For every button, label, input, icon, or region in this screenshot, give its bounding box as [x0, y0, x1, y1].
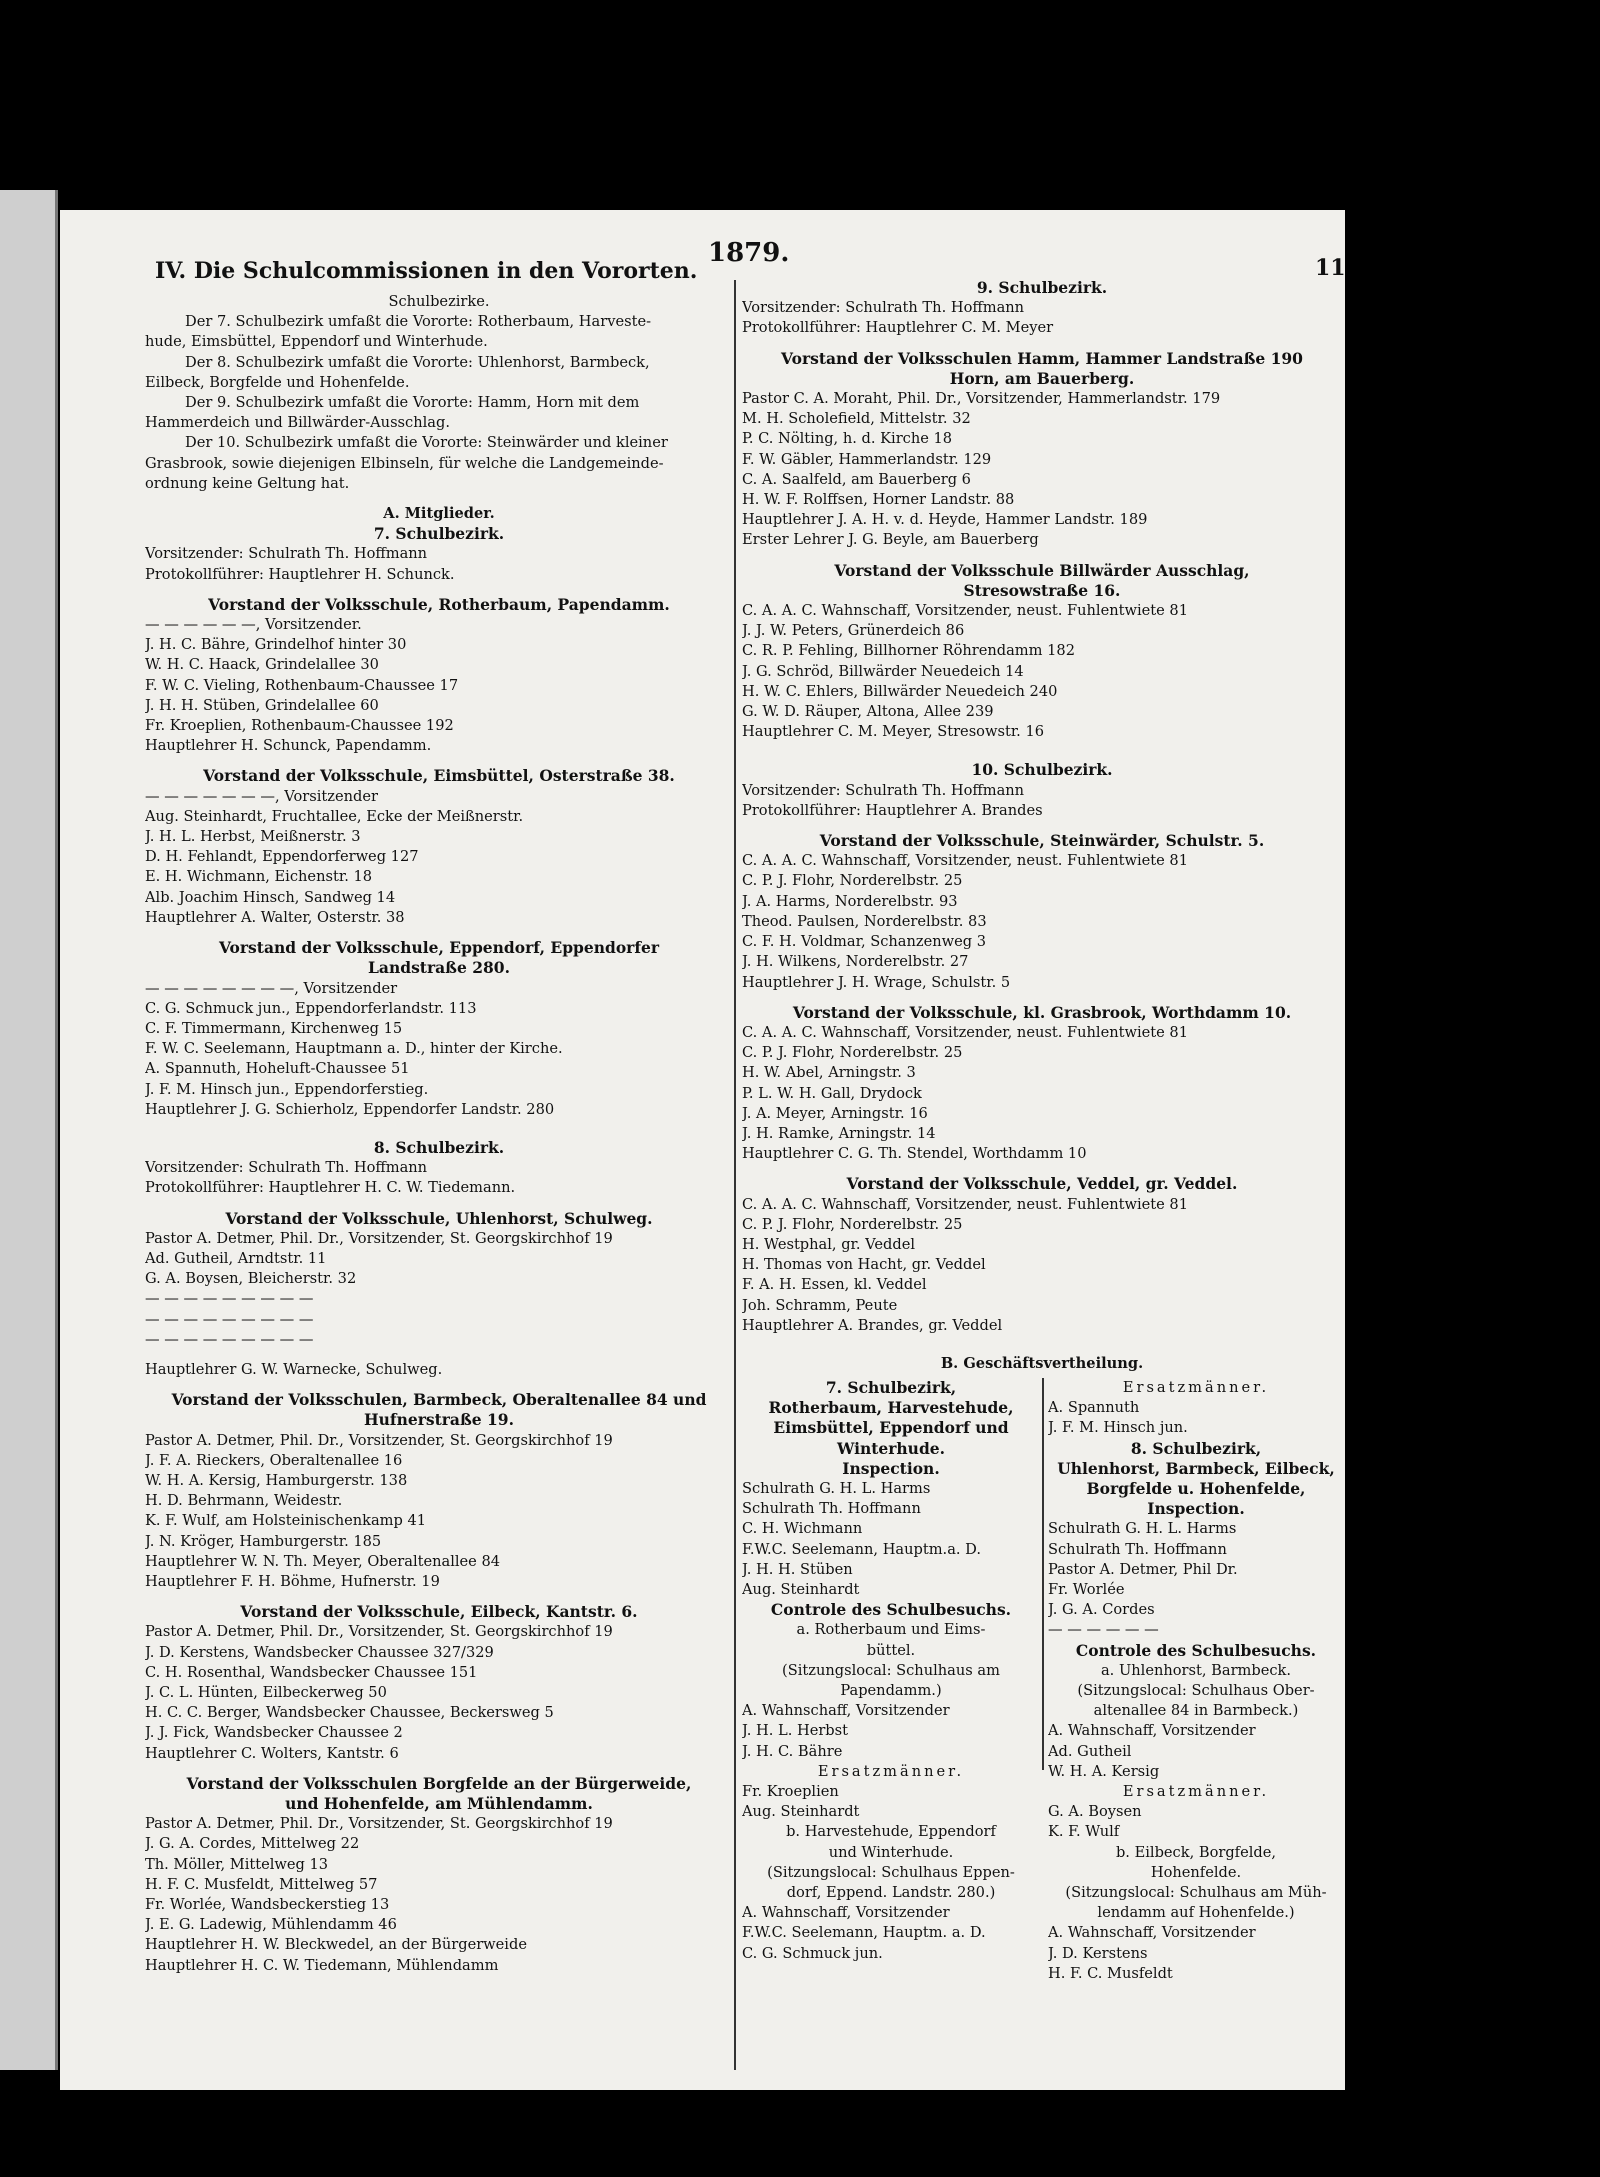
text-line: C. A. A. C. Wahnschaff, Vorsitzender, neust. Fuhlentwiete 81: [742, 1023, 1188, 1041]
text-line: (Sitzungslocal: Schulhaus Ober-: [1077, 1682, 1315, 1700]
text-line: Pastor A. Detmer, Phil. Dr., Vorsitzender, St. Georgskirchhof 19: [145, 1431, 613, 1449]
text-line: Protokollführer: Hauptlehrer A. Brandes: [742, 801, 1043, 819]
text-line: J. H. H. Stüben: [742, 1560, 853, 1578]
text-line: büttel.: [866, 1641, 916, 1659]
text-line: J. D. Kerstens: [1048, 1944, 1148, 1962]
text-line: F. A. H. Essen, kl. Veddel: [742, 1276, 927, 1294]
text-line: Hauptlehrer C. Wolters, Kantstr. 6: [145, 1744, 399, 1762]
text-line: Hauptlehrer H. Schunck, Papendamm.: [145, 737, 432, 755]
spacer: [145, 1120, 733, 1138]
section-heading: Eimsbüttel, Eppendorf und: [773, 1418, 1009, 1438]
text-line: Der 7. Schulbezirk umfaßt die Vororte: Rotherbaum, Harveste-: [185, 313, 652, 331]
section-heading: Vorstand der Volksschule Billwärder Ausschlag,: [834, 560, 1250, 580]
text-line: Ad. Gutheil: [1048, 1742, 1132, 1760]
text-line: Pastor C. A. Moraht, Phil. Dr., Vorsitzender, Hammerlandstr. 179: [742, 390, 1221, 408]
text-line: Schulbezirke.: [388, 293, 490, 310]
section-heading: Horn, am Bauerberg.: [949, 368, 1135, 388]
text-line: C. H. Wichmann: [742, 1520, 863, 1538]
text-line: — — — — — — — —, Vorsitzender: [145, 979, 398, 997]
text-line: W. H. C. Haack, Grindelallee 30: [145, 656, 379, 674]
section-heading: Hufnerstraße 19.: [364, 1410, 514, 1430]
text-line: Ersatzmänner.: [1122, 1379, 1270, 1396]
text-line: dorf, Eppend. Landstr. 280.): [786, 1884, 996, 1902]
text-line: H. F. C. Musfeldt: [1048, 1964, 1173, 1982]
text-line: J. H. C. Bähre, Grindelhof hinter 30: [145, 636, 407, 654]
spacer: [145, 1350, 733, 1360]
text-line: Ad. Gutheil, Arndtstr. 11: [145, 1249, 327, 1267]
text-line: Eilbeck, Borgfelde und Hohenfelde.: [145, 373, 410, 391]
text-line: Pastor A. Detmer, Phil Dr.: [1048, 1560, 1238, 1578]
section-heading: B. Geschäftsvertheilung.: [940, 1354, 1144, 1372]
text-line: C. A. A. C. Wahnschaff, Vorsitzender, neust. Fuhlentwiete 81: [742, 1195, 1188, 1213]
previous-page-edge: [0, 190, 58, 2070]
section-heading: Stresowstraße 16.: [963, 580, 1121, 600]
spacer: [742, 742, 1342, 760]
text-line: J. J. Fick, Wandsbecker Chaussee 2: [145, 1724, 403, 1742]
text-line: C. R. P. Fehling, Billhorner Röhrendamm 182: [742, 642, 1075, 660]
section-heading: Vorstand der Volksschule, Eimsbüttel, Osterstraße 38.: [203, 766, 675, 786]
text-line: Aug. Steinhardt: [742, 1803, 860, 1821]
text-line: C. F. Timmermann, Kirchenweg 15: [145, 1019, 403, 1037]
text-line: J. F. A. Rieckers, Oberaltenallee 16: [145, 1451, 403, 1469]
text-line: Th. Möller, Mittelweg 13: [145, 1855, 329, 1873]
text-line: Vorsitzender: Schulrath Th. Hoffmann: [145, 1159, 428, 1177]
text-line: — — — — — — — — —: [145, 1310, 314, 1328]
text-line: J. H. C. Bähre: [742, 1742, 843, 1760]
section-heading: Vorstand der Volksschule, Uhlenhorst, Schulweg.: [225, 1208, 653, 1228]
text-line: G. A. Boysen: [1048, 1803, 1142, 1821]
text-line: J. D. Kerstens, Wandsbecker Chaussee 327/329: [145, 1643, 494, 1661]
section-heading: Vorstand der Volksschule, Veddel, gr. Veddel.: [846, 1174, 1238, 1194]
text-line: — — — — — — — — —: [145, 1330, 314, 1348]
text-line: C. P. J. Flohr, Norderelbstr. 25: [742, 1215, 963, 1233]
text-line: Fr. Worlée: [1048, 1581, 1125, 1599]
text-line: (Sitzungslocal: Schulhaus Eppen-: [767, 1863, 1015, 1881]
section-heading: Inspection.: [1147, 1499, 1245, 1519]
text-line: a. Rotherbaum und Eims-: [796, 1621, 986, 1639]
text-line: C. A. A. C. Wahnschaff, Vorsitzender, neust. Fuhlentwiete 81: [742, 602, 1188, 620]
text-line: Protokollführer: Hauptlehrer H. Schunck.: [145, 565, 455, 583]
text-line: Ersatzmänner.: [817, 1762, 965, 1780]
text-line: Hauptlehrer A. Walter, Osterstr. 38: [145, 908, 405, 926]
section-heading: und Hohenfelde, am Mühlendamm.: [285, 1794, 593, 1814]
text-line: Grasbrook, sowie diejenigen Elbinseln, für welche die Landgemeinde-: [145, 454, 664, 472]
section-heading: Vorstand der Volksschule, Eppendorf, Eppendorfer: [218, 938, 660, 958]
text-line: A. Wahnschaff, Vorsitzender: [1048, 1722, 1256, 1740]
text-line: altenallee 84 in Barmbeck.): [1093, 1702, 1299, 1720]
text-line: J. G. Schröd, Billwärder Neuedeich 14: [742, 662, 1024, 680]
section-heading: Vorstand der Volksschulen, Barmbeck, Oberaltenallee 84 und: [171, 1390, 707, 1410]
text-line: Hauptlehrer J. A. H. v. d. Heyde, Hammer Landstr. 189: [742, 511, 1148, 529]
section-heading: 7. Schulbezirk,: [825, 1378, 957, 1397]
text-line: F.W.C. Seelemann, Hauptm.a. D.: [742, 1540, 981, 1558]
text-line: Schulrath Th. Hoffmann: [742, 1500, 921, 1518]
text-line: J. E. G. Ladewig, Mühlendamm 46: [145, 1916, 397, 1934]
text-line: Pastor A. Detmer, Phil. Dr., Vorsitzender, St. Georgskirchhof 19: [145, 1623, 613, 1641]
text-line: M. H. Scholefield, Mittelstr. 32: [742, 410, 971, 428]
text-line: C. G. Schmuck jun., Eppendorferlandstr. 113: [145, 999, 477, 1017]
section-heading: Controle des Schulbesuchs.: [770, 1600, 1012, 1620]
text-line: H. D. Behrmann, Weidestr.: [145, 1492, 343, 1510]
text-line: C. A. A. C. Wahnschaff, Vorsitzender, neust. Fuhlentwiete 81: [742, 852, 1188, 870]
text-line: Hauptlehrer J. G. Schierholz, Eppendorfer Landstr. 280: [145, 1100, 555, 1118]
text-line: Schulrath Th. Hoffmann: [1048, 1540, 1227, 1558]
spacer: [742, 551, 1342, 561]
text-line: Vorsitzender: Schulrath Th. Hoffmann: [145, 545, 428, 563]
text-line: und Winterhude.: [828, 1843, 954, 1861]
document-page: [60, 210, 1345, 2090]
text-line: W. H. A. Kersig, Hamburgerstr. 138: [145, 1471, 408, 1489]
left-column: [145, 292, 733, 1976]
spacer: [145, 756, 733, 766]
text-line: Hauptlehrer C. G. Th. Stendel, Worthdamm 10: [742, 1145, 1087, 1163]
section-heading: Vorstand der Volksschule, kl. Grasbrook, Worthdamm 10.: [792, 1002, 1292, 1022]
text-line: G. A. Boysen, Bleicherstr. 32: [145, 1270, 357, 1288]
spacer: [145, 1199, 733, 1209]
section-heading: Rotherbaum, Harvestehude,: [768, 1398, 1014, 1418]
section-heading: A. Mitglieder.: [383, 505, 495, 523]
text-line: Pastor A. Detmer, Phil. Dr., Vorsitzender, St. Georgskirchhof 19: [145, 1815, 613, 1833]
text-line: H. W. Abel, Arningstr. 3: [742, 1064, 916, 1082]
section-heading: 8. Schulbezirk.: [373, 1137, 505, 1157]
text-line: A. Wahnschaff, Vorsitzender: [1048, 1924, 1256, 1942]
text-line: Vorsitzender: Schulrath Th. Hoffmann: [742, 299, 1025, 317]
text-line: H. C. C. Berger, Wandsbecker Chaussee, Beckersweg 5: [145, 1704, 554, 1722]
text-line: Fr. Worlée, Wandsbeckerstieg 13: [145, 1896, 390, 1914]
text-line: Hauptlehrer H. C. W. Tiedemann, Mühlendamm: [145, 1956, 499, 1974]
spacer: [742, 821, 1342, 831]
section-heading: 8. Schulbezirk,: [1130, 1438, 1262, 1458]
text-line: A. Spannuth: [1048, 1399, 1140, 1417]
text-line: J. H. L. Herbst, Meißnerstr. 3: [145, 828, 361, 846]
text-line: J. F. M. Hinsch jun.: [1048, 1419, 1188, 1437]
text-line: a. Uhlenhorst, Barmbeck.: [1100, 1661, 1292, 1679]
text-line: Hauptlehrer H. W. Bleckwedel, an der Bürgerweide: [145, 1936, 527, 1954]
text-line: P. C. Nölting, h. d. Kirche 18: [742, 430, 953, 448]
text-line: ordnung keine Geltung hat.: [145, 474, 350, 492]
text-line: F.W.C. Seelemann, Hauptm. a. D.: [742, 1924, 986, 1942]
text-line: Aug. Steinhardt, Fruchtallee, Ecke der Meißnerstr.: [145, 807, 524, 825]
text-line: b. Eilbeck, Borgfelde,: [1115, 1843, 1277, 1861]
text-line: Pastor A. Detmer, Phil. Dr., Vorsitzender, St. Georgskirchhof 19: [145, 1229, 613, 1247]
text-line: H. F. C. Musfeldt, Mittelweg 57: [145, 1875, 378, 1893]
section-heading: Landstraße 280.: [368, 958, 510, 978]
spacer: [145, 494, 733, 504]
text-line: Protokollführer: Hauptlehrer C. M. Meyer: [742, 319, 1054, 337]
text-line: C. P. J. Flohr, Norderelbstr. 25: [742, 872, 963, 890]
subcolumn-divider: [1042, 1378, 1044, 1770]
text-line: J. C. L. Hünten, Eilbeckerweg 50: [145, 1684, 387, 1701]
text-line: C. H. Rosenthal, Wandsbecker Chaussee 151: [145, 1663, 478, 1681]
distribution-right-column: [1048, 1378, 1344, 1984]
text-line: J. A. Harms, Norderelbstr. 93: [742, 892, 958, 910]
text-line: A. Wahnschaff, Vorsitzender: [742, 1904, 950, 1922]
text-line: F. W. C. Vieling, Rothenbaum-Chaussee 17: [145, 676, 459, 694]
spacer: [145, 1764, 733, 1774]
section-heading: Vorstand der Volksschule, Eilbeck, Kantstr. 6.: [240, 1602, 638, 1622]
section-heading: Inspection.: [842, 1458, 940, 1478]
spacer: [145, 928, 733, 938]
text-line: Protokollführer: Hauptlehrer H. C. W. Tiedemann.: [145, 1179, 516, 1197]
text-line: Erster Lehrer J. G. Beyle, am Bauerberg: [742, 531, 1039, 549]
text-line: C. P. J. Flohr, Norderelbstr. 25: [742, 1044, 963, 1062]
spacer: [145, 585, 733, 595]
text-line: D. H. Fehlandt, Eppendorferweg 127: [145, 848, 419, 866]
text-line: — — — — — — —, Vorsitzender: [145, 787, 378, 805]
text-line: C. F. H. Voldmar, Schanzenweg 3: [742, 933, 987, 951]
text-line: W. H. A. Kersig: [1048, 1762, 1160, 1780]
text-line: H. Thomas von Hacht, gr. Veddel: [742, 1256, 986, 1274]
text-line: A. Spannuth, Hoheluft-Chaussee 51: [145, 1060, 410, 1078]
spacer: [742, 339, 1342, 349]
text-line: E. H. Wichmann, Eichenstr. 18: [145, 868, 373, 886]
spacer: [742, 1164, 1342, 1174]
text-line: A. Wahnschaff, Vorsitzender: [742, 1702, 950, 1720]
text-line: C. G. Schmuck jun.: [742, 1944, 883, 1962]
text-line: Theod. Paulsen, Norderelbstr. 83: [742, 912, 987, 930]
section-heading: Uhlenhorst, Barmbeck, Eilbeck,: [1057, 1458, 1335, 1478]
spacer: [145, 1592, 733, 1602]
text-line: P. L. W. H. Gall, Drydock: [742, 1084, 922, 1102]
text-line: Hammerdeich und Billwärder-Ausschlag.: [145, 414, 450, 432]
text-line: Hauptlehrer F. H. Böhme, Hufnerstr. 19: [145, 1572, 440, 1590]
text-line: Hauptlehrer W. N. Th. Meyer, Oberaltenallee 84: [145, 1552, 501, 1570]
section-heading: Vorstand der Volksschule, Rotherbaum, Papendamm.: [208, 594, 670, 614]
section-heading: Vorstand der Volksschulen Borgfelde an der Bürgerweide,: [186, 1773, 692, 1793]
text-line: Vorsitzender: Schulrath Th. Hoffmann: [742, 781, 1025, 799]
section-heading: 9. Schulbezirk.: [976, 278, 1108, 297]
spacer: [742, 993, 1342, 1003]
section-heading: 10. Schulbezirk.: [971, 760, 1113, 780]
text-line: lendamm auf Hohenfelde.): [1097, 1904, 1295, 1922]
text-line: J. A. Meyer, Arningstr. 16: [742, 1104, 928, 1122]
text-line: Papendamm.): [840, 1682, 942, 1700]
text-line: — — — — — —: [1048, 1621, 1159, 1639]
spacer: [145, 1380, 733, 1390]
text-line: Schulrath G. H. L. Harms: [1048, 1520, 1237, 1538]
text-line: Der 10. Schulbezirk umfaßt die Vororte: Steinwärder und kleiner: [185, 434, 668, 452]
text-line: Fr. Kroeplien: [742, 1783, 839, 1801]
text-line: Hohenfelde.: [1150, 1863, 1242, 1881]
page-year: 1879.: [708, 238, 790, 268]
spacer: [742, 1336, 1342, 1354]
text-line: Hauptlehrer A. Brandes, gr. Veddel: [742, 1316, 1003, 1334]
text-line: J. H. Wilkens, Norderelbstr. 27: [742, 953, 969, 971]
text-line: Ersatzmänner.: [1122, 1783, 1270, 1801]
text-line: Joh. Schramm, Peute: [742, 1296, 898, 1314]
column-divider: [734, 280, 736, 2070]
text-line: H. W. C. Ehlers, Billwärder Neuedeich 240: [742, 682, 1058, 700]
text-line: J. J. W. Peters, Grünerdeich 86: [742, 622, 965, 640]
text-line: F. W. C. Seelemann, Hauptmann a. D., hinter der Kirche.: [145, 1040, 563, 1058]
text-line: Hauptlehrer J. H. Wrage, Schulstr. 5: [742, 973, 1011, 991]
text-line: Schulrath G. H. L. Harms: [742, 1480, 931, 1498]
text-line: J. G. A. Cordes, Mittelweg 22: [145, 1835, 360, 1853]
text-line: C. A. Saalfeld, am Bauerberg 6: [742, 470, 971, 488]
text-line: J. H. H. Stüben, Grindelallee 60: [145, 696, 379, 714]
text-line: J. H. Ramke, Arningstr. 14: [742, 1124, 936, 1142]
text-line: J. H. L. Herbst: [742, 1722, 849, 1740]
text-line: Der 8. Schulbezirk umfaßt die Vororte: Uhlenhorst, Barmbeck,: [185, 353, 650, 371]
text-line: (Sitzungslocal: Schulhaus am Müh-: [1065, 1884, 1327, 1902]
section-heading: Winterhude.: [836, 1438, 946, 1458]
text-line: (Sitzungslocal: Schulhaus am: [782, 1661, 1000, 1679]
text-line: Aug. Steinhardt: [742, 1581, 860, 1599]
text-line: hude, Eimsbüttel, Eppendorf und Winterhude.: [145, 333, 488, 351]
text-line: H. W. F. Rolffsen, Horner Landstr. 88: [742, 491, 1015, 509]
text-line: K. F. Wulf: [1048, 1823, 1120, 1841]
section-heading: Borgfelde u. Hohenfelde,: [1086, 1479, 1306, 1499]
text-line: Hauptlehrer C. M. Meyer, Stresowstr. 16: [742, 723, 1045, 741]
text-line: J. N. Kröger, Hamburgerstr. 185: [145, 1532, 382, 1550]
section-heading: 7. Schulbezirk.: [373, 524, 505, 544]
right-column: [742, 278, 1342, 1374]
section-heading: Vorstand der Volksschulen Hamm, Hammer Landstraße 190: [781, 348, 1303, 368]
text-line: — — — — — —, Vorsitzender.: [145, 616, 362, 634]
section-heading: Controle des Schulbesuchs.: [1075, 1640, 1317, 1660]
text-line: — — — — — — — — —: [145, 1290, 314, 1308]
page-number: 11: [1315, 255, 1346, 281]
text-line: Alb. Joachim Hinsch, Sandweg 14: [145, 888, 396, 906]
section-title: IV. Die Schulcommissionen in den Vororten.: [155, 258, 698, 284]
text-line: Fr. Kroeplien, Rothenbaum-Chaussee 192: [145, 717, 454, 735]
text-line: F. W. Gäbler, Hammerlandstr. 129: [742, 450, 992, 468]
distribution-left-column: [742, 1378, 1040, 1964]
text-line: G. W. D. Räuper, Altona, Allee 239: [742, 703, 994, 721]
section-heading: Vorstand der Volksschule, Steinwärder, Schulstr. 5.: [819, 831, 1265, 851]
text-line: J. F. M. Hinsch jun., Eppendorferstieg.: [145, 1080, 429, 1098]
text-line: J. G. A. Cordes: [1048, 1601, 1155, 1619]
text-line: K. F. Wulf, am Holsteinischenkamp 41: [145, 1512, 427, 1530]
text-line: Der 9. Schulbezirk umfaßt die Vororte: Hamm, Horn mit dem: [185, 394, 640, 412]
text-line: b. Harvestehude, Eppendorf: [786, 1823, 996, 1841]
text-line: H. Westphal, gr. Veddel: [742, 1235, 916, 1253]
text-line: Hauptlehrer G. W. Warnecke, Schulweg.: [145, 1360, 443, 1378]
